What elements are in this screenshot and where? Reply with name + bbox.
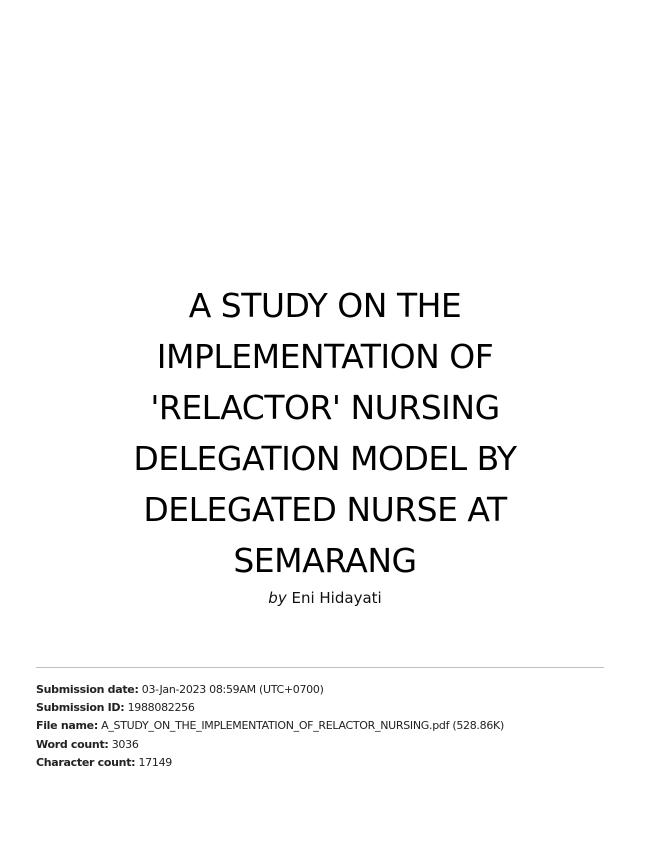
word-count-value: 3036: [111, 737, 139, 751]
character-count-label: Character count:: [36, 755, 136, 769]
author-name: Eni Hidayati: [291, 589, 382, 607]
byline-prefix: by: [268, 589, 287, 607]
document-title: A STUDY ON THE IMPLEMENTATION OF 'RELACTOR' NURSING DELEGATION MODEL BY DELEGATED NURSE AT SEMARANG: [133, 286, 517, 580]
file-name-row: [36, 717, 504, 735]
file-name-label: File name:: [36, 719, 98, 733]
file-name-value: A_STUDY_ON_THE_IMPLEMENTATION_OF_RELACTOR_NURSING.pdf (528.86K): [101, 719, 504, 733]
submission-id-row: [36, 699, 504, 717]
character-count-value: 17149: [138, 755, 172, 769]
character-count-row: [36, 754, 504, 772]
submission-id-value: 1988082256: [127, 701, 195, 715]
word-count-label: Word count:: [36, 737, 109, 751]
submission-date-label: Submission date:: [36, 683, 139, 696]
submission-details: [36, 681, 504, 772]
byline: [60, 588, 590, 608]
divider: [36, 667, 604, 668]
title-block: [60, 280, 590, 608]
submission-id-label: Submission ID:: [36, 701, 125, 715]
submission-date-row: [36, 681, 504, 699]
submission-date-value: 03-Jan-2023 08:59AM (UTC+0700): [141, 683, 324, 696]
word-count-row: [36, 736, 504, 754]
